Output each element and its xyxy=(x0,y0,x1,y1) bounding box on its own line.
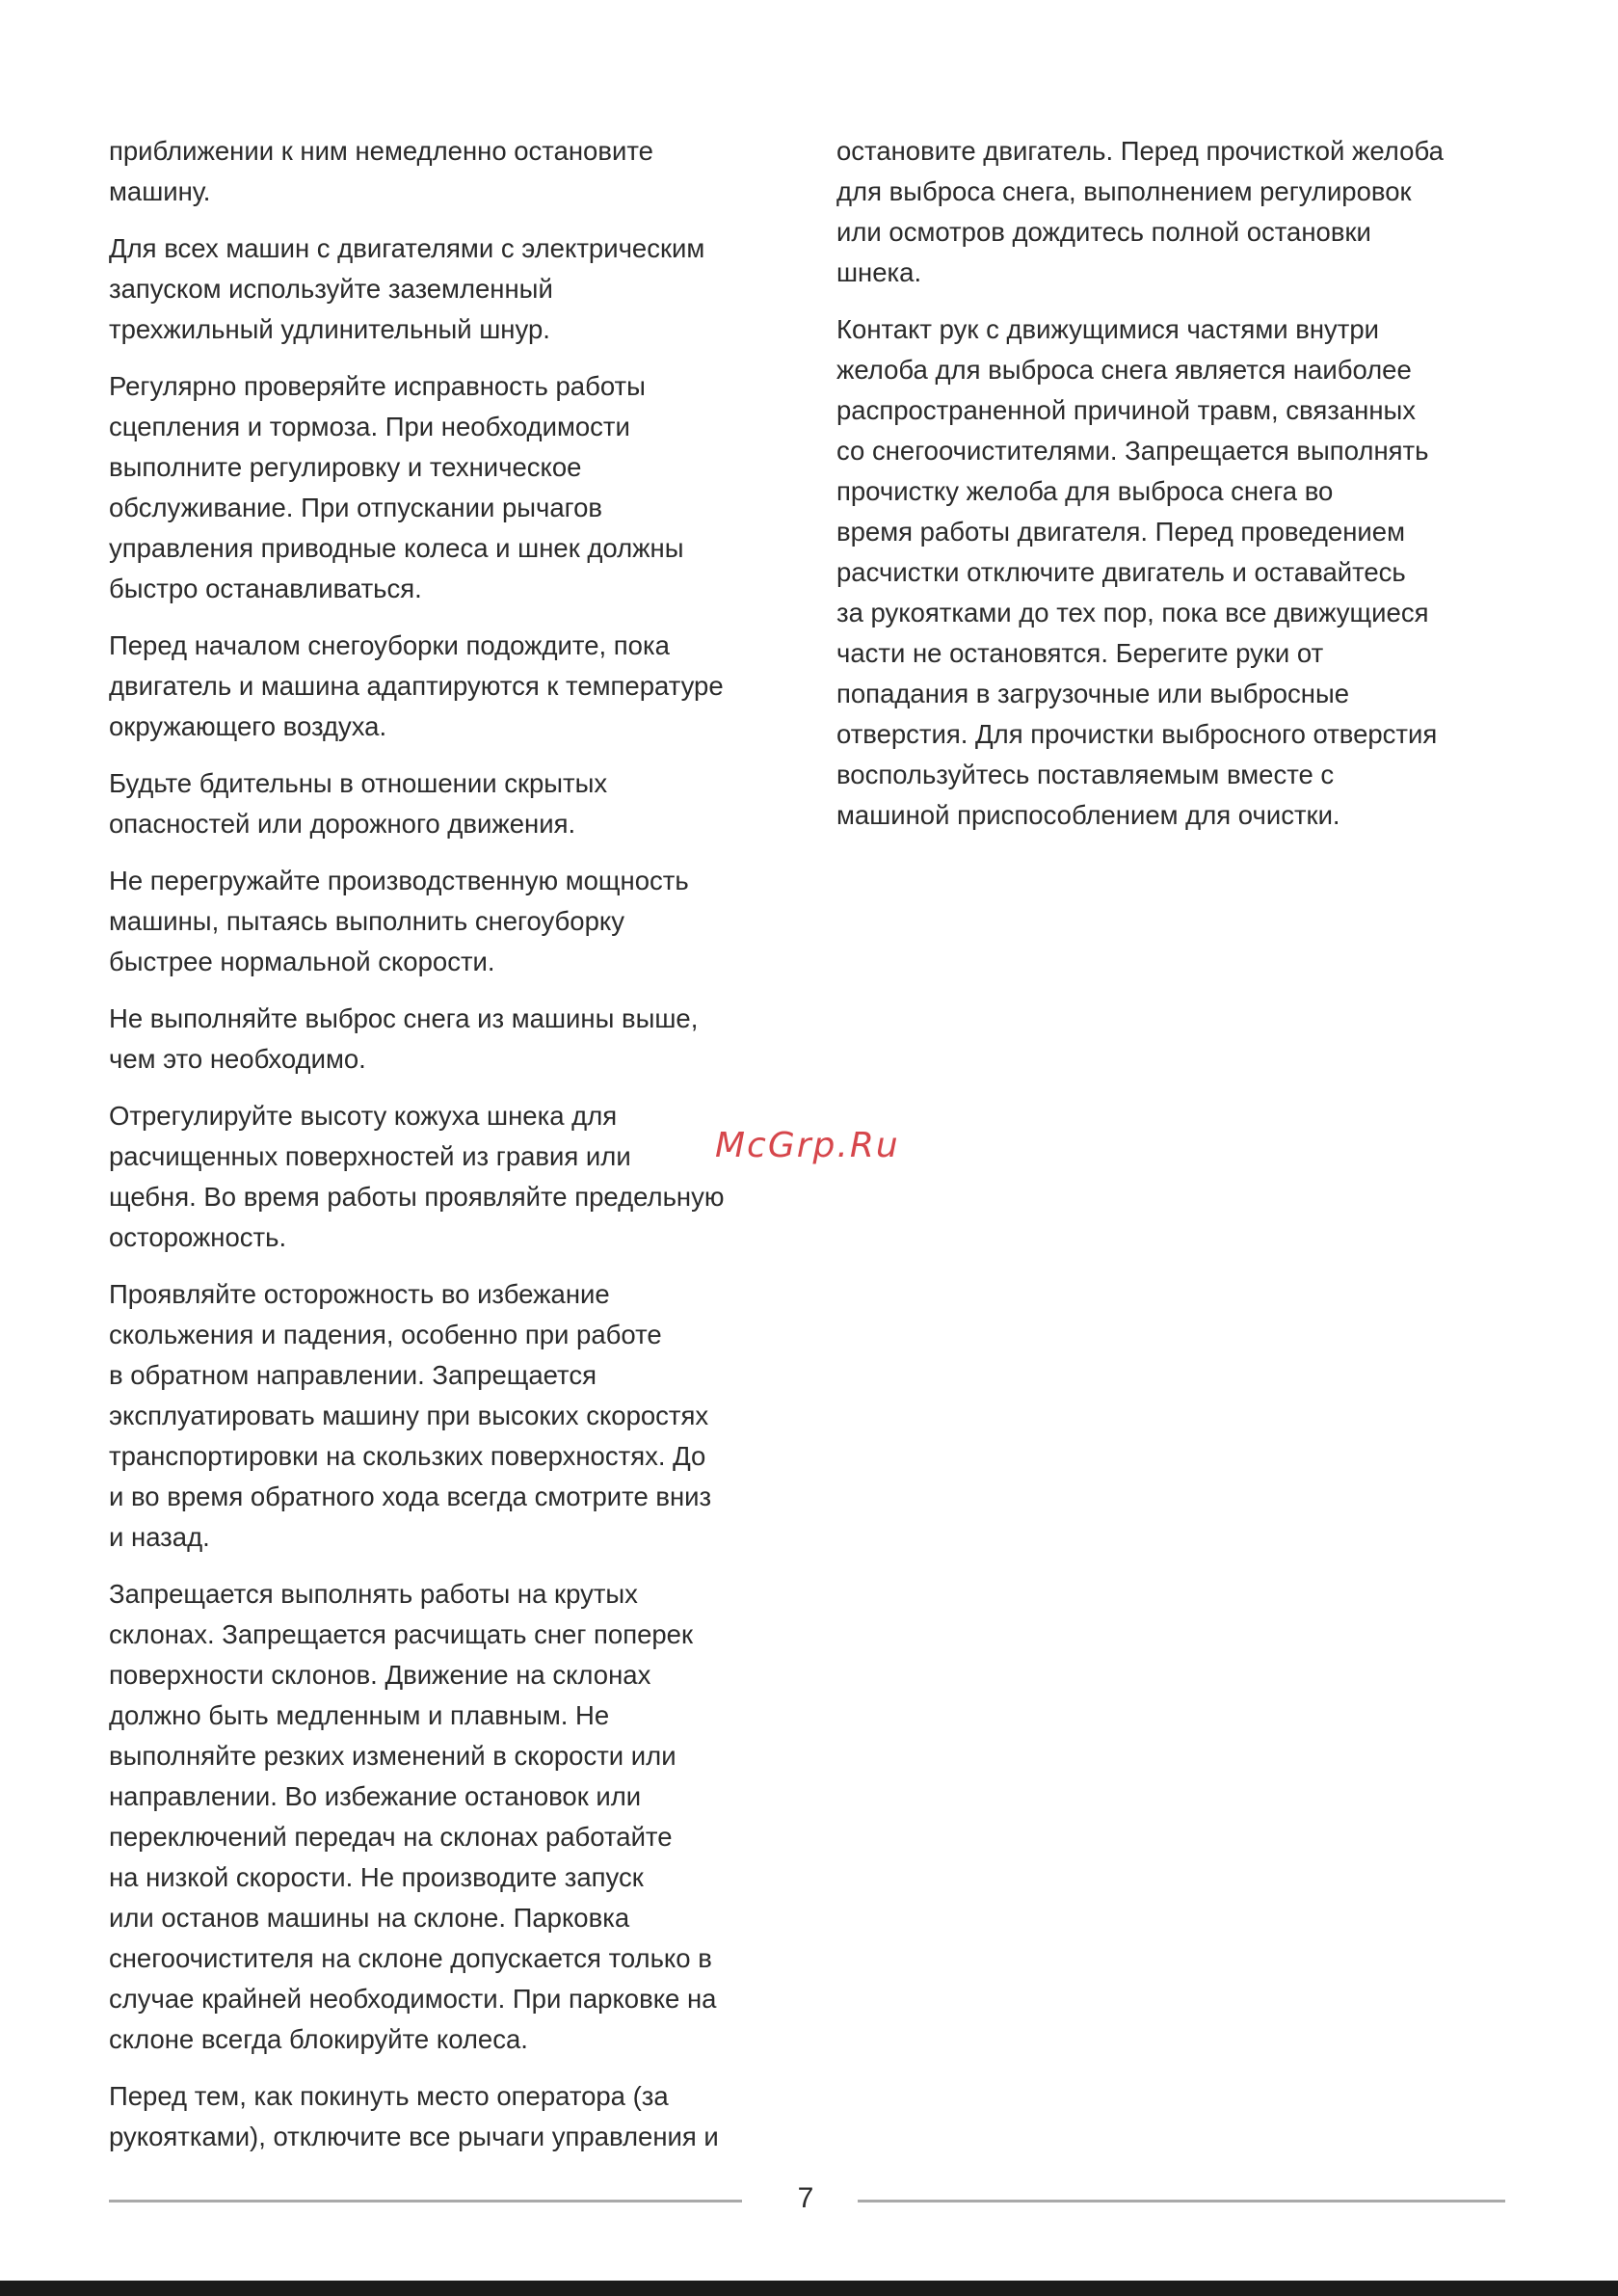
right-column xyxy=(836,131,1521,852)
paragraph: Перед тем, как покинуть место оператора (за рукоятками), отключите все рычаги управления и xyxy=(109,2081,719,2151)
paragraph: приближении к ним немедленно остановите машину. xyxy=(109,136,653,206)
page-number: 7 xyxy=(797,2182,814,2214)
paragraph: Контакт рук с движущимися частями внутри желоба для выброса снега является наиболее распространенной причиной травм, связанных со снегоочистителями. Запрещается выполнять прочистку желоба для выброса снега во время работы двигателя. Перед проведением расчистки отключите двигатель и оставайтесь за рукоятками до тех пор, пока все движущиеся части не остановятся. Берегите руки от попадания в загрузочные или выбросные отверстия. Для прочистки выбросного отверстия воспользуйтесь поставляемым вместе с машиной приспособлением для очистки. xyxy=(836,314,1438,830)
paragraph: остановите двигатель. Перед прочисткой желоба для выброса снега, выполнением регулировок или осмотров дождитесь полной остановки шнека. xyxy=(836,136,1444,287)
paragraph: Запрещается выполнять работы на крутых склонах. Запрещается расчищать снег поперек поверхности склонов. Движение на склонах должно быть медленным и плавным. Не выполняйте резких изменений в скорости или направлении. Во избежание остановок или переключений передач на склонах работайте на низкой скорости. Не производите запуск или останов машины на склоне. Парковка снегоочистителя на склоне допускается только в случае крайней необходимости. При парковке на склоне всегда блокируйте колеса. xyxy=(109,1579,717,2054)
paragraph: Отрегулируйте высоту кожуха шнека для расчищенных поверхностей из гравия или щебня. Во время работы проявляйте предельную осторожность. xyxy=(109,1101,725,1252)
watermark: McGrp.Ru xyxy=(715,1126,900,1165)
paragraph: Не выполняйте выброс снега из машины выше, чем это необходимо. xyxy=(109,1003,699,1074)
paragraph: Для всех машин с двигателями с электрическим запуском используйте заземленный трехжильный удлинительный шнур. xyxy=(109,233,705,344)
bottom-edge-bar xyxy=(0,2281,1618,2296)
footer-rule-right xyxy=(858,2200,1505,2203)
paragraph: Проявляйте осторожность во избежание скольжения и падения, особенно при работе в обратном направлении. Запрещается эксплуатировать машину при высоких скоростях транспортировки на скользких поверхностях. До и во время обратного хода всегда смотрите вниз и назад. xyxy=(109,1279,712,1552)
paragraph: Перед началом снегоуборки подождите, пока двигатель и машина адаптируются к температуре окружающего воздуха. xyxy=(109,630,724,741)
footer-rule-left xyxy=(109,2200,742,2203)
paragraph: Регулярно проверяйте исправность работы сцепления и тормоза. При необходимости выполните регулировку и техническое обслуживание. При отпускании рычагов управления приводные колеса и шнек должны быстро останавливаться. xyxy=(109,371,684,603)
paragraph: Не перегружайте производственную мощность машины, пытаясь выполнить снегоуборку быстрее нормальной скорости. xyxy=(109,866,689,976)
left-column xyxy=(109,131,793,2174)
paragraph: Будьте бдительны в отношении скрытых опасностей или дорожного движения. xyxy=(109,768,608,839)
